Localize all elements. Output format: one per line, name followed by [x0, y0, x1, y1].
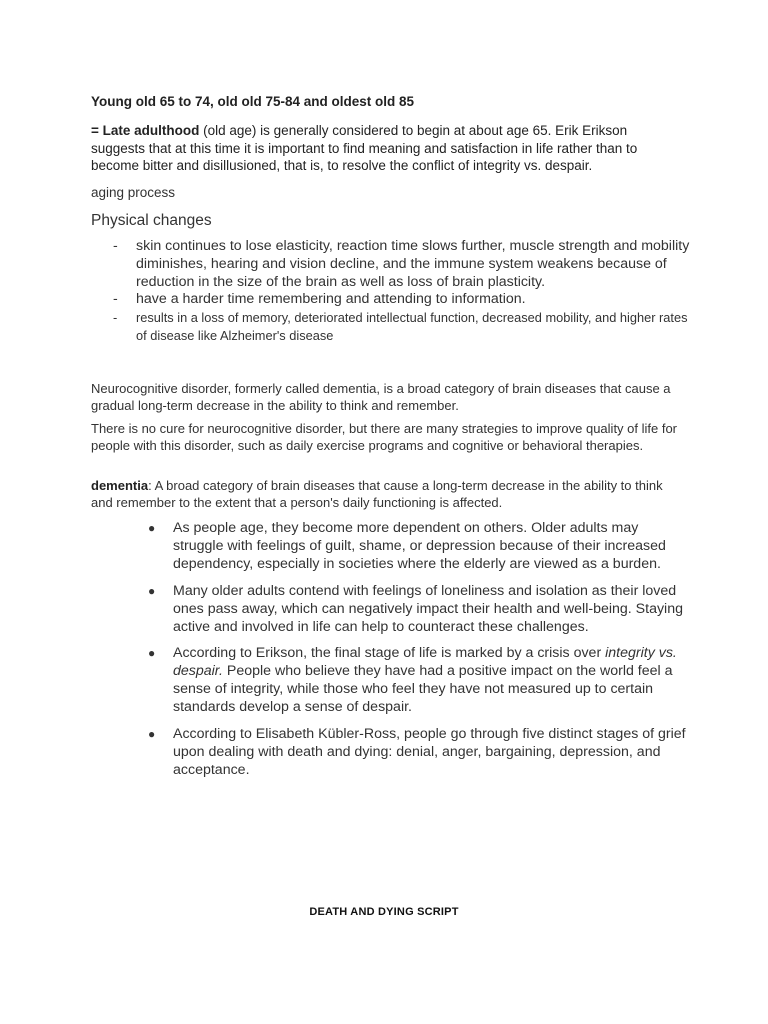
- dash-marker: -: [113, 238, 118, 254]
- list-item-text: results in a loss of memory, deteriorated intellectual function, decreased mobility, and higher rates of disease like Alzheimer's disease: [136, 310, 688, 343]
- neurocognitive-paragraph: Neurocognitive disorder, formerly called dementia, is a broad category of brain diseases that cause a gradual long-term decrease in the ability to think and remember.: [91, 381, 671, 414]
- age-groups-heading: Young old 65 to 74, old old 75-84 and oldest old 85: [91, 94, 415, 109]
- bullet-icon: ●: [148, 583, 156, 598]
- late-adulthood-paragraph: [91, 122, 681, 175]
- list-item: [148, 582, 688, 636]
- bullet-icon: ●: [148, 726, 156, 741]
- list-item: [148, 519, 688, 573]
- late-adulthood-term: = Late adulthood: [91, 123, 200, 138]
- physical-changes-heading: Physical changes: [91, 212, 212, 229]
- dementia-term: dementia: [91, 478, 149, 493]
- dash-marker: -: [113, 291, 118, 308]
- list-item: [148, 725, 688, 779]
- list-item: [91, 309, 691, 344]
- bullet-icon: ●: [148, 646, 156, 660]
- physical-changes-list: [91, 238, 691, 344]
- bullet-text: As people age, they become more dependent on others. Older adults may struggle with feelings of guilt, shame, or depression because of their increased dependency, especially in societies where the elderly are viewed as a burden.: [173, 520, 666, 572]
- psychosocial-bullet-list: [148, 519, 688, 787]
- bullet-text: According to Elisabeth Kübler-Ross, people go through five distinct stages of grief upon dealing with death and dying: denial, anger, bargaining, depression, and acceptance.: [173, 725, 686, 778]
- integrity-vs-despair-italic: integrity vs. despair.: [173, 645, 677, 679]
- dementia-definition: [91, 477, 681, 512]
- bullet-text-start: According to Erikson, the final stage of life is marked by a crisis over: [173, 645, 606, 661]
- script-title: DEATH AND DYING SCRIPT: [309, 906, 459, 918]
- bullet-icon: ●: [148, 521, 156, 535]
- aging-process-label: aging process: [91, 185, 176, 200]
- list-item-text: skin continues to lose elasticity, reaction time slows further, muscle strength and mobility diminishes, hearing and vision decline, and the immune system weakens because of reduction in the size of the brain as well as loss of brain plasticity.: [136, 238, 690, 290]
- bullet-text-end: People who believe they have had a positive impact on the world feel a sense of integrity, while those who feel they have not measured up to certain standards develop a sense of despair.: [173, 663, 673, 715]
- no-cure-paragraph: There is no cure for neurocognitive disorder, but there are many strategies to improve quality of life for people with this disorder, such as daily exercise programs and cognitive or behavioral therapies.: [91, 421, 678, 454]
- list-item-text: have a harder time remembering and attending to information.: [136, 291, 526, 308]
- dementia-definition-text: : A broad category of brain diseases that cause a long-term decrease in the ability to think and remember to the extent that a person's daily functioning is affected.: [91, 478, 663, 511]
- list-item: [148, 644, 688, 716]
- late-adulthood-text: (old age) is generally considered to begin at about age 65. Erik Erikson suggests that at this time it is important to find meaning and satisfaction in life rather than to become bitter and disillusioned, that is, to resolve the conflict of integrity vs. despair.: [91, 123, 638, 173]
- dash-marker: -: [113, 310, 118, 326]
- list-item: [91, 291, 691, 309]
- list-item: [91, 238, 691, 291]
- bullet-text: Many older adults contend with feelings of loneliness and isolation as their loved ones pass away, which can negatively impact their health and well-being. Staying active and involved in life can help to counteract these challenges.: [173, 582, 683, 635]
